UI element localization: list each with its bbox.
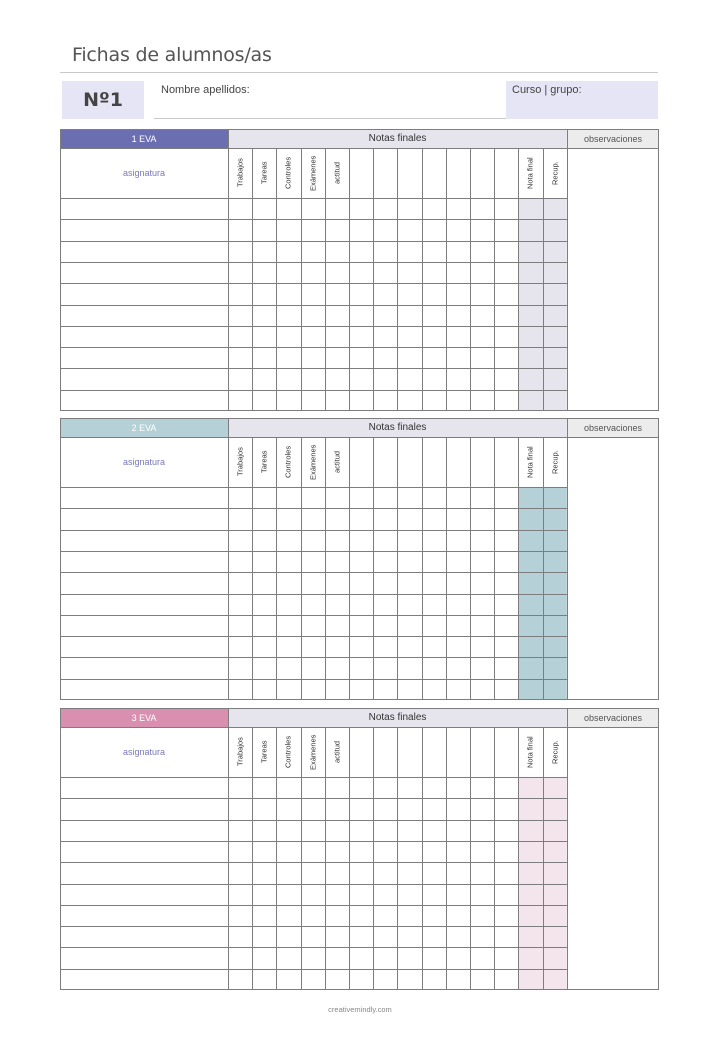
evaluation-label: 1 EVA [131, 133, 157, 144]
evaluation-table-2 [60, 418, 659, 700]
final-grade-fill [518, 777, 566, 990]
name-field-label: Nombre apellidos: [161, 84, 250, 96]
column-header: actitud [332, 161, 342, 185]
column-header: actitud [332, 740, 342, 764]
column-header: Recup. [550, 740, 560, 764]
column-header: Tareas [259, 450, 269, 474]
notas-finales-header: Notas finales [368, 712, 427, 723]
column-header: Nota final [525, 736, 535, 768]
column-header: Exámenes [308, 734, 318, 770]
notas-finales-header: Notas finales [368, 133, 427, 144]
title-divider [60, 72, 658, 73]
student-number-badge: Nº1 [62, 81, 144, 119]
evaluation-table-1 [60, 129, 659, 411]
column-header: Trabajos [235, 737, 245, 767]
final-grade-fill [518, 198, 566, 411]
evaluation-label: 3 EVA [131, 712, 157, 723]
evaluation-table-3 [60, 708, 659, 990]
column-header: Exámenes [308, 155, 318, 191]
asignatura-header: asignatura [122, 168, 166, 178]
observaciones-header: observaciones [583, 422, 643, 433]
column-header: Trabajos [235, 158, 245, 188]
column-header: Controles [283, 156, 293, 190]
asignatura-header: asignatura [122, 457, 166, 467]
column-header: Recup. [550, 450, 560, 474]
column-header: Nota final [525, 157, 535, 189]
column-header: actitud [332, 450, 342, 474]
course-group-field [506, 81, 658, 119]
page-title: Fichas de alumnos/as [72, 44, 272, 66]
footer-credit: creativemindly.com [328, 1005, 392, 1014]
column-header: Controles [283, 445, 293, 479]
column-header: Exámenes [308, 444, 318, 480]
column-header: Trabajos [235, 447, 245, 477]
observaciones-header: observaciones [583, 133, 643, 144]
column-header: Tareas [259, 161, 269, 185]
final-grade-fill [518, 487, 566, 700]
column-header: Controles [283, 735, 293, 769]
observaciones-header: observaciones [583, 712, 643, 723]
course-group-label: Curso | grupo: [512, 84, 582, 96]
column-header: Recup. [550, 161, 560, 185]
asignatura-header: asignatura [122, 747, 166, 757]
column-header: Tareas [259, 740, 269, 764]
evaluation-label: 2 EVA [131, 422, 157, 433]
notas-finales-header: Notas finales [368, 422, 427, 433]
column-header: Nota final [525, 446, 535, 478]
